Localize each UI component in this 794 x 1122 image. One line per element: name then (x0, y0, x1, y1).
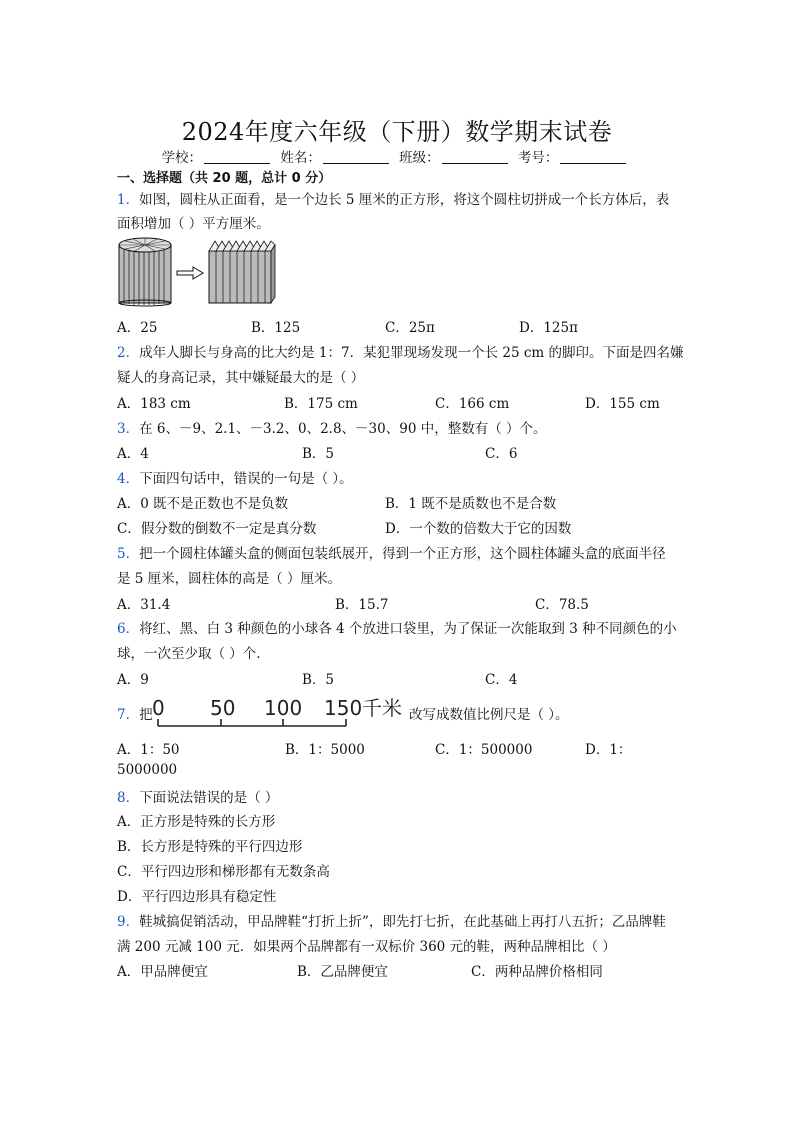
scale-label-0: 0 (152, 696, 165, 720)
q5-option-a[interactable]: A．31.4 (117, 597, 171, 613)
q7-option-d[interactable]: D．1： (585, 742, 632, 758)
q2-line1 (117, 341, 683, 361)
q6-option-c[interactable]: C．4 (485, 672, 518, 688)
q4-option-d[interactable]: D．一个数的倍数大于它的因数 (385, 521, 572, 537)
cuboid-figure (209, 241, 275, 303)
q8-number: 8． (117, 790, 140, 806)
q3-option-b[interactable]: B．5 (302, 446, 335, 462)
q6-number: 6． (117, 621, 140, 637)
q1-line2: 面积增加（ ）平方厘米。 (117, 216, 270, 232)
school-label: 学校： (161, 150, 203, 166)
q3-line1 (117, 417, 547, 437)
q3-option-c[interactable]: C．6 (485, 446, 518, 462)
q1-option-a[interactable]: A．25 (117, 320, 158, 336)
q9-option-a[interactable]: A．甲品牌便宜 (117, 964, 208, 980)
q8-option-b[interactable]: B．长方形是特殊的平行四边形 (117, 839, 303, 855)
q2-text1: 成年人脚长与身高的比大约是 1：7．某犯罪现场发现一个长 25 cm 的脚印。下面是四名嫌 (139, 345, 684, 361)
q7-prefix-line (117, 703, 153, 723)
q5-option-c[interactable]: C．78.5 (535, 597, 589, 613)
q8-option-c[interactable]: C．平行四边形和梯形都有无数条高 (117, 864, 330, 880)
q5-number: 5． (117, 546, 140, 562)
q5-text1: 把一个圆柱体罐头盒的侧面包装纸展开，得到一个正方形，这个圆柱体罐头盒的底面半径 (139, 546, 666, 562)
q5-line1 (117, 542, 666, 562)
school-blank[interactable] (204, 151, 270, 164)
q6-text1: 将红、黑、白 3 种颜色的小球各 4 个放进口袋里，为了保证一次能取到 3 种不同颜色的小 (139, 621, 677, 637)
q2-option-d[interactable]: D．155 cm (585, 396, 660, 412)
q4-option-a[interactable]: A．0 既不是正数也不是负数 (117, 496, 289, 512)
q7-option-d-continued: 5000000 (117, 762, 178, 778)
q4-line1 (117, 467, 353, 487)
q4-option-c[interactable]: C．假分数的倒数不一定是真分数 (117, 521, 317, 537)
q1-option-d[interactable]: D．125π (519, 320, 578, 336)
q3-text1: 在 6、－9、2.1、－3.2、0、2.8、－30、90 中，整数有（ ）个。 (139, 421, 547, 437)
q7-prefix: 把 (139, 707, 153, 723)
q9-option-c[interactable]: C．两种品牌价格相同 (471, 964, 603, 980)
class-label: 班级： (399, 150, 440, 166)
class-blank[interactable] (442, 151, 508, 164)
q9-number: 9． (117, 914, 140, 930)
q5-option-b[interactable]: B．15.7 (335, 597, 389, 613)
q1-option-b[interactable]: B．125 (251, 320, 301, 336)
q7-option-b[interactable]: B．1：5000 (285, 742, 365, 758)
name-blank[interactable] (323, 151, 389, 164)
q6-option-a[interactable]: A．9 (117, 672, 149, 688)
student-info-row (0, 146, 794, 166)
q8-option-d[interactable]: D．平行四边形具有稳定性 (117, 889, 277, 905)
section-heading: 一、选择题（共 20 题，总计 0 分） (117, 171, 332, 186)
name-label: 姓名： (280, 150, 321, 166)
q7-option-a[interactable]: A．1：50 (117, 742, 180, 758)
q4-text1: 下面四句话中，错误的一句是（ ）。 (139, 471, 353, 487)
q4-option-b[interactable]: B．1 既不是质数也不是合数 (385, 496, 557, 512)
q9-text1: 鞋城搞促销活动，甲品牌鞋“打折上折”，即先打七折，在此基础上再打八五折；乙品牌鞋 (139, 914, 666, 930)
exam-no-label: 考号： (517, 150, 559, 166)
q7-number: 7． (117, 707, 140, 723)
q4-number: 4． (117, 471, 140, 487)
q2-option-c[interactable]: C．166 cm (435, 396, 510, 412)
scale-unit: 千米 (362, 696, 402, 720)
q2-line2: 疑人的身高记录，其中嫌疑最大的是（ ） (117, 370, 365, 386)
line-scale-figure (152, 693, 402, 731)
exam-title: 2024年度六年级（下册）数学期末试卷 (181, 118, 613, 146)
q7-option-c[interactable]: C．1：500000 (435, 742, 533, 758)
q9-line2: 满 200 元减 100 元．如果两个品牌都有一双标价 360 元的鞋，两种品牌相比（ ） (117, 939, 616, 955)
q2-option-b[interactable]: B．175 cm (284, 396, 358, 412)
q6-line1 (117, 617, 677, 637)
arrow-icon (177, 267, 203, 279)
q9-option-b[interactable]: B．乙品牌便宜 (297, 964, 388, 980)
q7-suffix: 改写成数值比例尺是（ ）。 (409, 707, 569, 723)
q5-line2: 是 5 厘米，圆柱体的高是（ ）厘米。 (117, 571, 341, 587)
q1-number: 1． (117, 192, 140, 208)
scale-label-150: 150 (324, 696, 363, 720)
q1-text1: 如图，圆柱从正面看，是一个边长 5 厘米的正方形，将这个圆柱切拼成一个长方体后，表 (139, 192, 670, 208)
q8-line1 (117, 786, 278, 806)
q2-option-a[interactable]: A．183 cm (117, 396, 191, 412)
exam-no-blank[interactable] (560, 151, 626, 164)
cylinder-to-cuboid-figure (117, 237, 277, 307)
q1-option-c[interactable]: C．25π (385, 320, 435, 336)
q2-number: 2． (117, 345, 140, 361)
q1-line1 (117, 188, 669, 208)
cylinder-figure (119, 238, 171, 306)
q8-option-a[interactable]: A．正方形是特殊的长方形 (117, 814, 276, 830)
q8-text1: 下面说法错误的是（ ） (139, 790, 279, 806)
q9-line1 (117, 910, 666, 930)
q6-option-b[interactable]: B．5 (302, 672, 335, 688)
scale-label-100: 100 (264, 696, 303, 720)
q6-line2: 球，一次至少取（ ）个. (117, 646, 261, 662)
q3-option-a[interactable]: A．4 (117, 446, 149, 462)
scale-label-50: 50 (210, 696, 236, 720)
q3-number: 3． (117, 421, 140, 437)
